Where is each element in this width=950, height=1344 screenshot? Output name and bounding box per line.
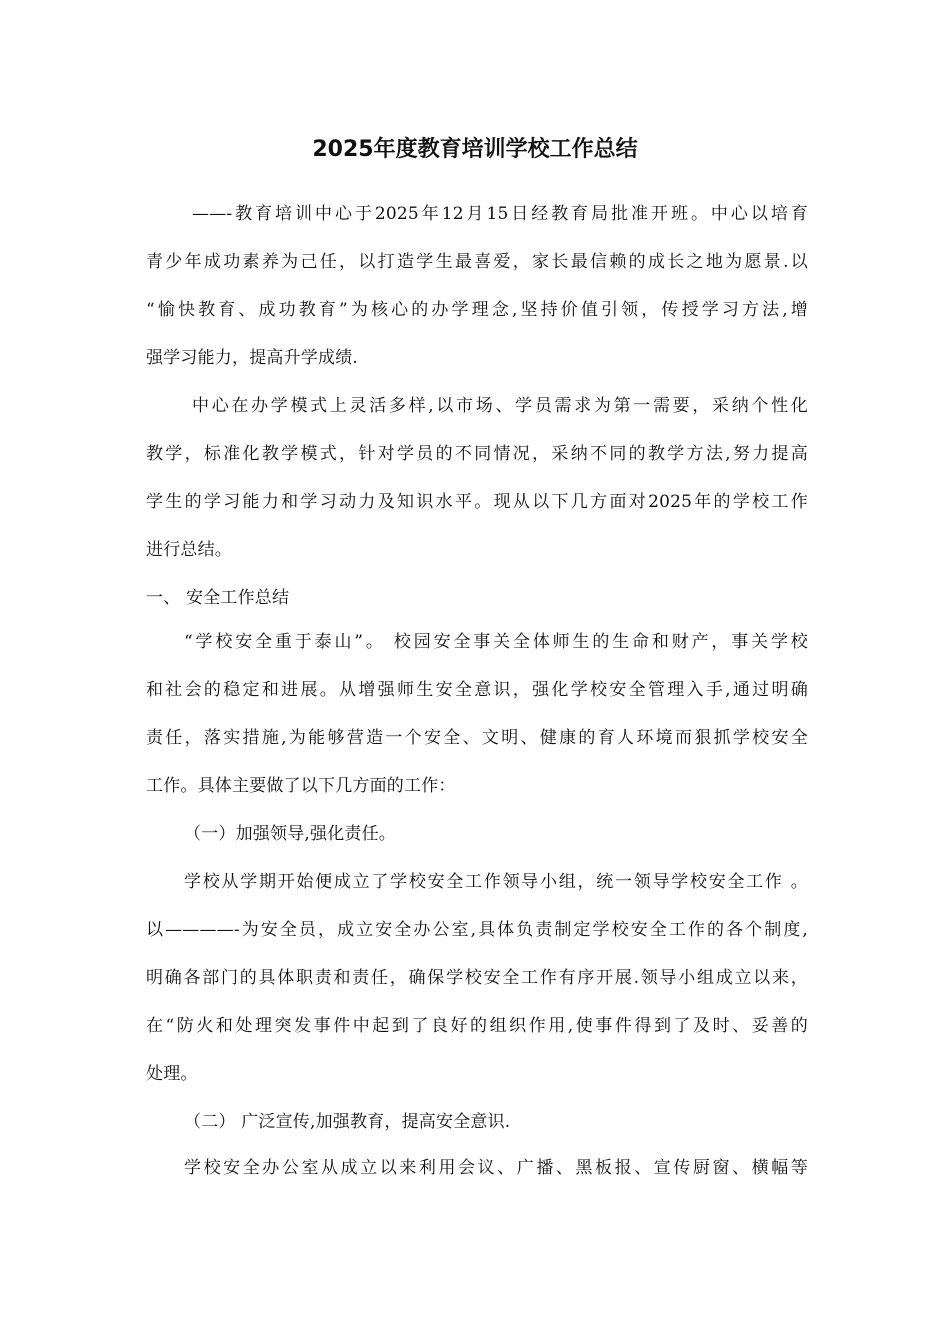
- paragraph-line: 学校从学期开始便成立了学校安全工作领导小组，统一领导学校安全工作 。: [184, 872, 808, 892]
- paragraph-line: 强学习能力，提高升学成绩.: [146, 348, 359, 368]
- paragraph-line: 青少年成功素养为己任，以打造学生最喜爱，家长最信赖的成长之地为愿景.以: [146, 252, 808, 272]
- subsection-heading: （一）加强领导,强化责任。: [184, 824, 397, 844]
- paragraph-line: 和社会的稳定和进展。从增强师生安全意识，强化学校安全管理入手,通过明确: [146, 680, 808, 700]
- document-title: 2025年度教育培训学校工作总结: [312, 137, 638, 162]
- paragraph-line: 学校安全办公室从成立以来利用会议、广播、黑板报、宣传厨窗、横幅等: [184, 1158, 808, 1178]
- subsection-heading: （二） 广泛宣传,加强教育，提高安全意识.: [184, 1112, 511, 1132]
- paragraph-line: 责任，落实措施,为能够营造一个安全、文明、健康的育人环境而狠抓学校安全: [146, 728, 808, 748]
- section-heading: 一、 安全工作总结: [146, 588, 290, 608]
- paragraph-line: 中心在办学模式上灵活多样,以市场、学员需求为第一需要，采纳个性化: [192, 396, 808, 416]
- paragraph-line: 以————-为安全员，成立安全办公室,具体负责制定学校安全工作的各个制度,: [146, 920, 808, 940]
- paragraph-line: ——-教育培训中心于2025年12月15日经教育局批准开班。中心以培育: [192, 204, 808, 224]
- paragraph-line: 进行总结。: [146, 540, 232, 560]
- paragraph-line: 学生的学习能力和学习动力及知识水平。现从以下几方面对2025年的学校工作: [146, 492, 808, 512]
- paragraph-line: 明确各部门的具体职责和责任，确保学校安全工作有序开展.领导小组成立以来，: [146, 968, 808, 988]
- paragraph-line: 处理。: [146, 1064, 198, 1084]
- paragraph-line: 教学，标准化教学模式，针对学员的不同情况，采纳不同的教学方法,努力提高: [146, 444, 808, 464]
- paragraph-line: “愉快教育、成功教育”为核心的办学理念,坚持价值引领，传授学习方法,增: [146, 300, 808, 320]
- paragraph-line: 在“防火和处理突发事件中起到了良好的组织作用,使事件得到了及时、妥善的: [146, 1016, 808, 1036]
- paragraph-line: “学校安全重于泰山”。 校园安全事关全体师生的生命和财产，事关学校: [184, 632, 808, 652]
- paragraph-line: 工作。具体主要做了以下几方面的工作：: [146, 776, 456, 796]
